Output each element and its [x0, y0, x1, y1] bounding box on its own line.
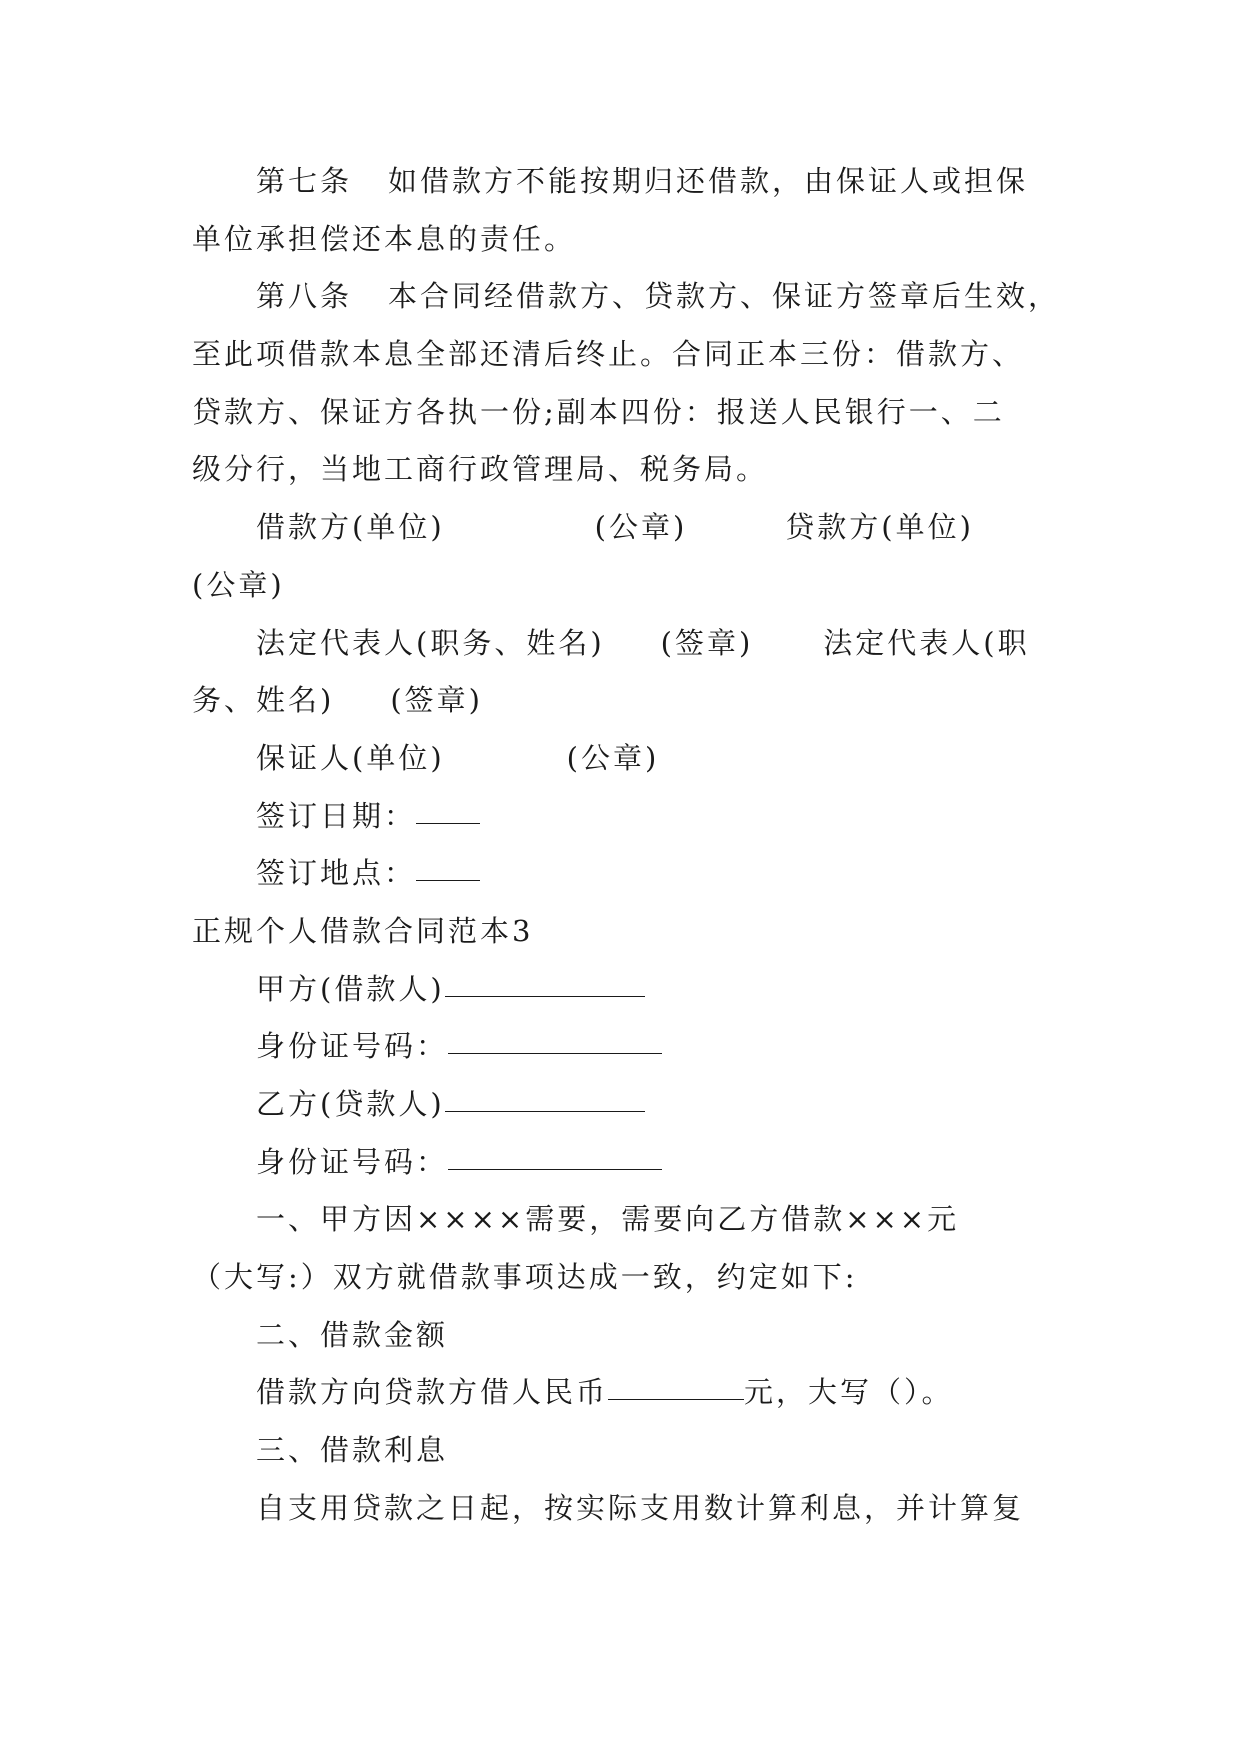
id-b-row — [192, 1134, 1052, 1192]
clause1-line1: 一、甲方因××××需要，需要向乙方借款×××元 — [256, 1202, 960, 1237]
sign-date-label: 签订日期： — [256, 798, 417, 833]
clause2-heading: 二、借款金额 — [256, 1317, 449, 1352]
id-b-label: 身份证号码： — [256, 1144, 449, 1179]
legal-rep-1-label: 法定代表人(职务、姓名) — [256, 625, 605, 660]
signature-row-2b — [192, 672, 1052, 730]
clause2-text-row — [192, 1364, 1052, 1422]
legal-rep-2-sign: (签章) — [390, 683, 483, 718]
article8-heading: 第八条 — [256, 279, 353, 314]
sign-date-blank — [416, 822, 480, 824]
legal-rep-2-label-cont: 务、姓名) — [192, 683, 335, 718]
template3-title: 正规个人借款合同范本3 — [192, 913, 534, 948]
guarantor-seal-label: (公章) — [566, 740, 660, 775]
article8-line2: 至此项借款本息全部还清后终止。合同正本三份：借款方、 — [192, 337, 1025, 372]
sign-date-row — [192, 788, 1052, 846]
legal-rep-1-sign: (签章) — [660, 625, 754, 660]
article7-line1 — [192, 153, 1052, 211]
article8-line3: 贷款方、保证方各执一份;副本四份：报送人民银行一、二 — [192, 394, 1005, 429]
id-a-blank — [448, 1052, 662, 1054]
party-a-row — [192, 961, 1052, 1019]
sign-place-blank — [416, 879, 480, 881]
clause1-line2: （大写:）双方就借款事项达成一致，约定如下: — [192, 1260, 858, 1295]
id-b-blank — [448, 1168, 662, 1170]
article7-heading: 第七条 — [256, 164, 353, 198]
guarantor-unit-label: 保证人(单位) — [256, 740, 445, 775]
signature-row-2 — [192, 615, 1052, 673]
legal-rep-2-label: 法定代表人(职 — [823, 625, 1030, 660]
lender-seal-label: (公章) — [192, 567, 285, 602]
clause2-text-after: 元，大写（）。 — [744, 1375, 954, 1410]
article8-line4: 级分行，当地工商行政管理局、税务局。 — [192, 452, 769, 487]
borrower-unit-label: 借款方(单位) — [256, 510, 445, 545]
clause2-text-before: 借款方向贷款方借人民币 — [256, 1375, 609, 1410]
sign-place-label: 签订地点： — [256, 856, 417, 891]
article8-line1 — [192, 268, 1061, 326]
id-a-label: 身份证号码： — [256, 1029, 449, 1064]
article7-line2: 单位承担偿还本息的责任。 — [192, 221, 577, 256]
party-b-blank — [445, 1110, 645, 1112]
sign-place-row — [192, 845, 1052, 903]
lender-unit-label: 贷款方(单位) — [785, 510, 974, 545]
party-b-row — [192, 1076, 1052, 1134]
clause3-line1: 自支用贷款之日起，按实际支用数计算利息，并计算复 — [256, 1490, 1025, 1525]
document-body — [192, 153, 1061, 1538]
party-a-blank — [445, 995, 645, 997]
party-a-label: 甲方(借款人) — [256, 971, 445, 1006]
clause3-heading: 三、借款利息 — [256, 1433, 449, 1468]
borrower-seal-label: (公章) — [594, 510, 688, 545]
guarantor-row — [192, 730, 1052, 788]
article7-text1: 如借款方不能按期归还借款，由保证人或担保 — [388, 164, 1029, 198]
signature-row-1 — [192, 499, 1052, 557]
id-a-row — [192, 1018, 1052, 1076]
article8-text1: 本合同经借款方、贷款方、保证方签章后生效， — [388, 279, 1061, 314]
party-b-label: 乙方(贷款人) — [256, 1087, 445, 1121]
amount-blank — [608, 1398, 744, 1400]
